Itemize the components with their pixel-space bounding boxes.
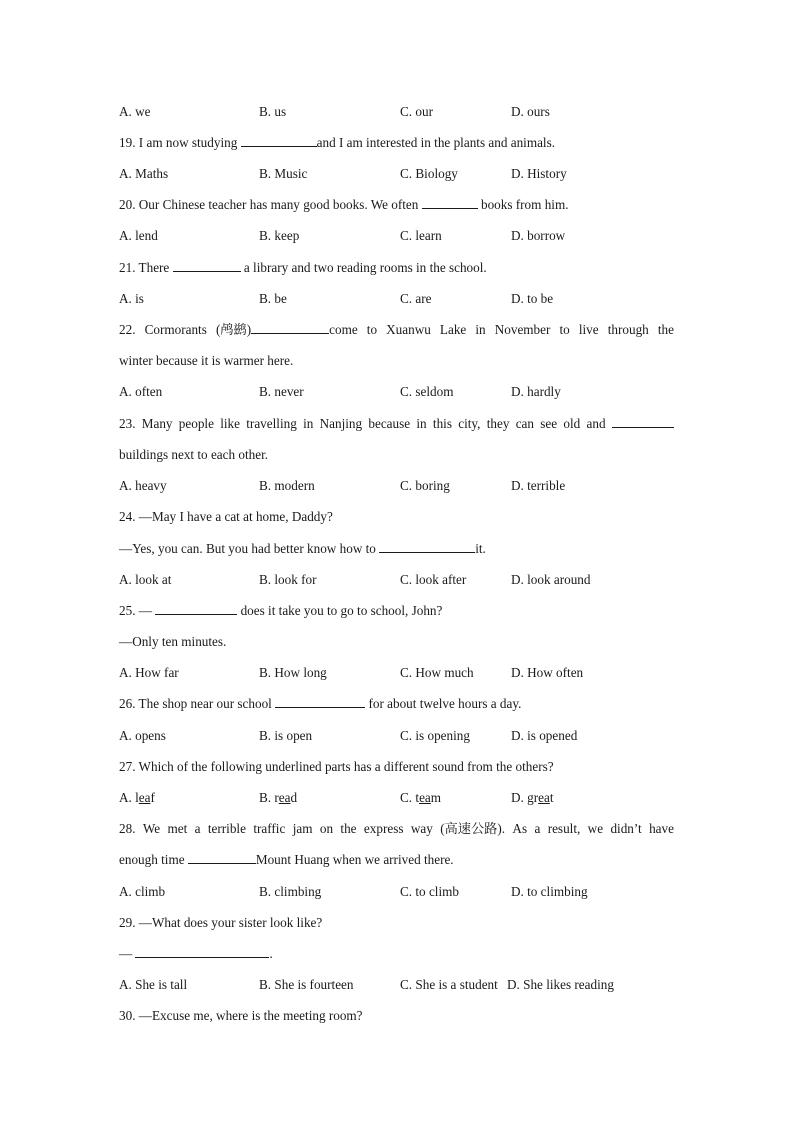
q28-stem: 28. We met a terrible traffic jam on the express way (高速公路). As a result, we didn’t have — [119, 821, 674, 836]
option-d: D. How often — [511, 665, 584, 680]
option-b: B. is open — [259, 728, 313, 743]
option-d: D. She likes reading — [507, 977, 614, 992]
option-d: D. borrow — [511, 228, 566, 243]
option-a: A. opens — [119, 728, 166, 743]
q28-stem-line2: enough time Mount Huang when we arrived there. — [119, 852, 454, 867]
option-a: A. She is tall — [119, 977, 188, 992]
option-b: B. climbing — [259, 884, 322, 899]
option-d: D. look around — [511, 572, 591, 587]
underlined-letters: ea — [538, 790, 550, 805]
option-b: B. modern — [259, 478, 315, 493]
option-d: D. to climbing — [511, 884, 588, 899]
option-d: D. is opened — [511, 728, 578, 743]
answer-blank — [155, 601, 237, 615]
option-c: C. are — [400, 291, 432, 306]
q23-stem: 23. Many people like travelling in Nanjing because in this city, they can see old and — [119, 414, 674, 434]
option-a: A. heavy — [119, 478, 167, 493]
q21-stem: 21. There a library and two reading rooms in the school. — [119, 260, 487, 275]
option-c: C. is opening — [400, 728, 470, 743]
option-b: B. How long — [259, 665, 327, 680]
q25-reply: —Only ten minutes. — [119, 634, 227, 649]
q20-stem: 20. Our Chinese teacher has many good books. We often books from him. — [119, 197, 569, 212]
option-d: D. terrible — [511, 478, 566, 493]
option-c: C. seldom — [400, 384, 454, 399]
option-c: C. She is a student — [400, 977, 498, 992]
option-b: B. look for — [259, 572, 317, 587]
q29-reply: — . — [119, 946, 273, 961]
option-c: C. our — [400, 104, 433, 119]
q22-stem-line2: winter because it is warmer here. — [119, 353, 294, 368]
answer-blank — [612, 414, 674, 428]
answer-blank — [422, 195, 478, 209]
answer-blank — [173, 258, 241, 272]
option-d: D. hardly — [511, 384, 561, 399]
option-c: C. How much — [400, 665, 474, 680]
option-a: A. is — [119, 291, 144, 306]
answer-blank — [379, 539, 475, 553]
option-b: B. read — [259, 790, 298, 805]
q26-stem: 26. The shop near our school for about twelve hours a day. — [119, 696, 522, 711]
option-b: B. She is fourteen — [259, 977, 354, 992]
q19-stem: 19. I am now studying and I am interested in the plants and animals. — [119, 135, 556, 150]
option-a: A. we — [119, 104, 151, 119]
q24-reply: —Yes, you can. But you had better know how to it. — [119, 541, 486, 556]
option-c: C. look after — [400, 572, 467, 587]
underlined-letters: ea — [419, 790, 431, 805]
option-b: B. be — [259, 291, 287, 306]
option-a: A. climb — [119, 884, 166, 899]
q22-stem: 22. Cormorants (鸬鹚) come to Xuanwu Lake in November to live through the — [119, 322, 674, 337]
option-b: B. never — [259, 384, 304, 399]
answer-blank — [241, 133, 317, 147]
q25-stem: 25. — does it take you to go to school, John? — [119, 603, 443, 618]
answer-blank — [275, 694, 365, 708]
option-a: A. Maths — [119, 166, 169, 181]
option-d: D. to be — [511, 291, 554, 306]
q27-stem: 27. Which of the following underlined parts has a different sound from the others? — [119, 759, 554, 774]
option-c: C. to climb — [400, 884, 459, 899]
option-a: A. often — [119, 384, 163, 399]
option-d: D. History — [511, 166, 567, 181]
answer-blank — [135, 944, 269, 958]
option-a: A. leaf — [119, 790, 155, 805]
option-a: A. lend — [119, 228, 158, 243]
option-a: A. How far — [119, 665, 179, 680]
answer-blank — [188, 850, 256, 864]
option-b: B. Music — [259, 166, 308, 181]
answer-blank — [251, 320, 329, 334]
option-c: C. boring — [400, 478, 450, 493]
option-d: D. great — [511, 790, 554, 805]
option-d: D. ours — [511, 104, 550, 119]
option-b: B. us — [259, 104, 287, 119]
q30-stem: 30. —Excuse me, where is the meeting room? — [119, 1008, 363, 1023]
option-c: C. team — [400, 790, 442, 805]
underlined-letters: ea — [278, 790, 291, 805]
underlined-letters: ea — [138, 790, 151, 805]
option-c: C. Biology — [400, 166, 458, 181]
option-b: B. keep — [259, 228, 300, 243]
q23-stem-line2: buildings next to each other. — [119, 447, 269, 462]
option-a: A. look at — [119, 572, 172, 587]
q29-stem: 29. —What does your sister look like? — [119, 915, 323, 930]
q24-stem: 24. —May I have a cat at home, Daddy? — [119, 509, 333, 524]
option-c: C. learn — [400, 228, 442, 243]
